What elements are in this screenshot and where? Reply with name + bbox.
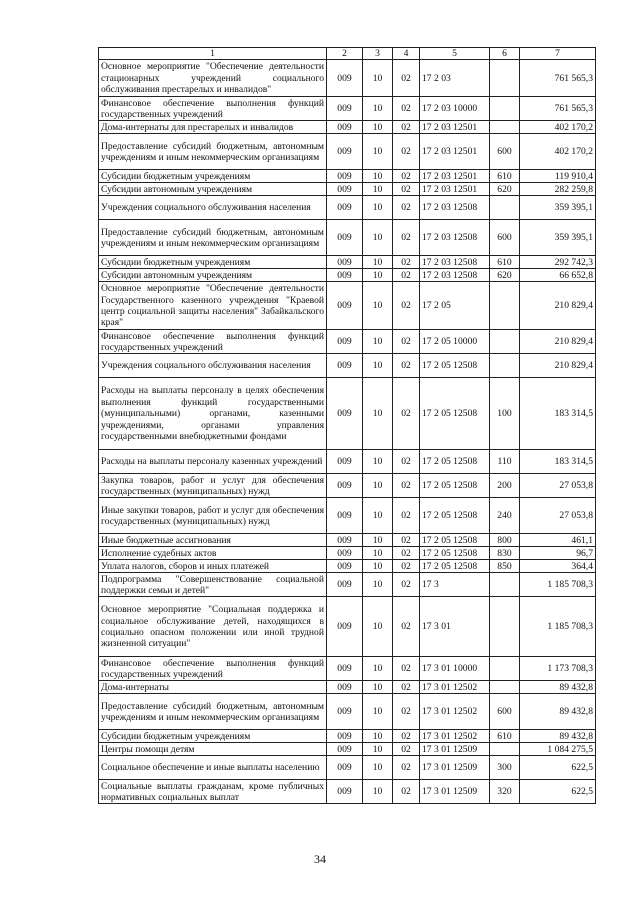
row-ved-cell: 009 (327, 183, 363, 196)
row-sum-cell: 66 652,8 (520, 269, 596, 282)
column-header: 2 (327, 48, 363, 60)
row-name-cell: Закупка товаров, работ и услуг для обеспечения государственных (муниципальных) нужд (99, 474, 327, 498)
row-csr-cell: 17 3 01 12509 (420, 743, 490, 756)
row-pr-cell: 02 (393, 573, 420, 597)
row-vr-cell: 110 (490, 450, 520, 474)
row-ved-cell: 009 (327, 597, 363, 657)
row-vr-cell: 610 (490, 730, 520, 743)
row-name-cell: Предоставление субсидий бюджетным, автономным учреждениям и иным некоммерческим организациям (99, 694, 327, 730)
row-name-cell: Финансовое обеспечение выполнения функций государственных учреждений (99, 97, 327, 121)
row-rz-cell: 10 (363, 474, 393, 498)
row-csr-cell: 17 2 03 12501 (420, 170, 490, 183)
row-sum-cell: 1 173 708,3 (520, 657, 596, 681)
row-csr-cell: 17 3 01 12509 (420, 780, 490, 804)
table-row (99, 134, 596, 170)
row-pr-cell: 02 (393, 560, 420, 573)
row-pr-cell: 02 (393, 474, 420, 498)
row-pr-cell: 02 (393, 681, 420, 694)
row-name-cell: Субсидии бюджетным учреждениям (99, 730, 327, 743)
row-ved-cell: 009 (327, 694, 363, 730)
table-row (99, 694, 596, 730)
row-sum-cell: 761 565,3 (520, 60, 596, 97)
row-ved-cell: 009 (327, 97, 363, 121)
row-ved-cell: 009 (327, 756, 363, 780)
row-name-cell: Финансовое обеспечение выполнения функций государственных учреждений (99, 657, 327, 681)
row-name-cell: Предоставление субсидий бюджетным, автономным учреждениям и иным некоммерческим организациям (99, 220, 327, 256)
row-csr-cell: 17 2 05 12508 (420, 354, 490, 378)
row-name-cell: Предоставление субсидий бюджетным, автономным учреждениям и иным некоммерческим организациям (99, 134, 327, 170)
table-row (99, 220, 596, 256)
row-sum-cell: 359 395,1 (520, 196, 596, 220)
row-sum-cell: 622,5 (520, 756, 596, 780)
row-pr-cell: 02 (393, 694, 420, 730)
table-row (99, 573, 596, 597)
row-rz-cell: 10 (363, 547, 393, 560)
row-csr-cell: 17 3 01 12502 (420, 730, 490, 743)
table-row (99, 269, 596, 282)
row-rz-cell: 10 (363, 780, 393, 804)
table-row (99, 474, 596, 498)
row-csr-cell: 17 2 05 12508 (420, 547, 490, 560)
row-pr-cell: 02 (393, 220, 420, 256)
row-csr-cell: 17 2 03 (420, 60, 490, 97)
column-header: 4 (393, 48, 420, 60)
row-csr-cell: 17 2 03 12501 (420, 183, 490, 196)
row-pr-cell: 02 (393, 450, 420, 474)
row-sum-cell: 210 829,4 (520, 354, 596, 378)
table-row (99, 547, 596, 560)
row-pr-cell: 02 (393, 269, 420, 282)
row-csr-cell: 17 2 03 12508 (420, 196, 490, 220)
row-name-cell: Основное мероприятие "Социальная поддержка и социальное обслуживание детей, находящихся в социально опасном положении или иной трудной жизненной ситуации" (99, 597, 327, 657)
row-rz-cell: 10 (363, 450, 393, 474)
table-row (99, 730, 596, 743)
row-vr-cell: 610 (490, 256, 520, 269)
row-name-cell: Центры помощи детям (99, 743, 327, 756)
row-rz-cell: 10 (363, 743, 393, 756)
row-name-cell: Дома-интернаты (99, 681, 327, 694)
budget-table (98, 47, 596, 804)
row-ved-cell: 009 (327, 681, 363, 694)
row-rz-cell: 10 (363, 534, 393, 547)
row-pr-cell: 02 (393, 60, 420, 97)
row-vr-cell: 610 (490, 170, 520, 183)
row-name-cell: Социальные выплаты гражданам, кроме публичных нормативных социальных выплат (99, 780, 327, 804)
row-vr-cell (490, 330, 520, 354)
row-ved-cell: 009 (327, 780, 363, 804)
row-vr-cell: 830 (490, 547, 520, 560)
row-rz-cell: 10 (363, 269, 393, 282)
row-rz-cell: 10 (363, 573, 393, 597)
row-name-cell: Финансовое обеспечение выполнения функций государственных учреждений (99, 330, 327, 354)
row-pr-cell: 02 (393, 780, 420, 804)
row-sum-cell: 89 432,8 (520, 694, 596, 730)
table-row (99, 170, 596, 183)
table-row (99, 97, 596, 121)
row-pr-cell: 02 (393, 354, 420, 378)
row-pr-cell: 02 (393, 534, 420, 547)
table-row (99, 121, 596, 134)
row-sum-cell: 210 829,4 (520, 282, 596, 330)
row-pr-cell: 02 (393, 183, 420, 196)
table-row (99, 756, 596, 780)
row-sum-cell: 622,5 (520, 780, 596, 804)
table-row (99, 378, 596, 450)
row-vr-cell: 200 (490, 474, 520, 498)
row-vr-cell (490, 743, 520, 756)
row-vr-cell: 620 (490, 183, 520, 196)
row-vr-cell (490, 681, 520, 694)
row-csr-cell: 17 3 01 10000 (420, 657, 490, 681)
row-csr-cell: 17 3 01 12502 (420, 681, 490, 694)
row-name-cell: Расходы на выплаты персоналу казенных учреждений (99, 450, 327, 474)
row-pr-cell: 02 (393, 743, 420, 756)
row-rz-cell: 10 (363, 256, 393, 269)
row-csr-cell: 17 2 05 12508 (420, 498, 490, 534)
row-ved-cell: 009 (327, 730, 363, 743)
row-csr-cell: 17 2 03 12508 (420, 220, 490, 256)
row-name-cell: Субсидии автономным учреждениям (99, 269, 327, 282)
row-vr-cell: 320 (490, 780, 520, 804)
row-sum-cell: 1 185 708,3 (520, 597, 596, 657)
row-csr-cell: 17 2 05 12508 (420, 534, 490, 547)
row-pr-cell: 02 (393, 378, 420, 450)
column-header: 3 (363, 48, 393, 60)
row-name-cell: Расходы на выплаты персоналу в целях обеспечения выполнения функций государственными (муниципальными) органами, казенными учреждениями, органами управления государственными внебюджетными фондами (99, 378, 327, 450)
row-name-cell: Субсидии бюджетным учреждениям (99, 256, 327, 269)
table-row (99, 657, 596, 681)
row-rz-cell: 10 (363, 681, 393, 694)
row-pr-cell: 02 (393, 256, 420, 269)
row-vr-cell: 300 (490, 756, 520, 780)
row-vr-cell: 620 (490, 269, 520, 282)
row-ved-cell: 009 (327, 573, 363, 597)
row-csr-cell: 17 2 03 10000 (420, 97, 490, 121)
row-csr-cell: 17 3 01 12509 (420, 756, 490, 780)
row-vr-cell (490, 597, 520, 657)
row-name-cell: Учреждения социального обслуживания населения (99, 196, 327, 220)
row-rz-cell: 10 (363, 730, 393, 743)
row-vr-cell (490, 354, 520, 378)
table-row (99, 354, 596, 378)
row-vr-cell: 600 (490, 134, 520, 170)
row-sum-cell: 359 395,1 (520, 220, 596, 256)
row-sum-cell: 1 084 275,5 (520, 743, 596, 756)
row-vr-cell (490, 573, 520, 597)
row-vr-cell (490, 97, 520, 121)
row-ved-cell: 009 (327, 196, 363, 220)
row-name-cell: Субсидии бюджетным учреждениям (99, 170, 327, 183)
row-csr-cell: 17 2 05 (420, 282, 490, 330)
row-vr-cell: 800 (490, 534, 520, 547)
row-vr-cell (490, 657, 520, 681)
row-sum-cell: 210 829,4 (520, 330, 596, 354)
row-vr-cell: 600 (490, 694, 520, 730)
row-ved-cell: 009 (327, 378, 363, 450)
row-rz-cell: 10 (363, 282, 393, 330)
row-ved-cell: 009 (327, 170, 363, 183)
row-sum-cell: 402 170,2 (520, 134, 596, 170)
row-csr-cell: 17 2 03 12501 (420, 134, 490, 170)
row-ved-cell: 009 (327, 498, 363, 534)
row-vr-cell: 600 (490, 220, 520, 256)
table-row (99, 183, 596, 196)
row-vr-cell: 850 (490, 560, 520, 573)
row-sum-cell: 89 432,8 (520, 681, 596, 694)
row-rz-cell: 10 (363, 196, 393, 220)
row-ved-cell: 009 (327, 354, 363, 378)
row-rz-cell: 10 (363, 220, 393, 256)
column-header: 7 (520, 48, 596, 60)
table-row (99, 196, 596, 220)
table-row (99, 256, 596, 269)
row-name-cell: Уплата налогов, сборов и иных платежей (99, 560, 327, 573)
table-row (99, 534, 596, 547)
row-rz-cell: 10 (363, 183, 393, 196)
row-csr-cell: 17 2 03 12508 (420, 269, 490, 282)
table-row (99, 560, 596, 573)
row-ved-cell: 009 (327, 134, 363, 170)
row-name-cell: Иные бюджетные ассигнования (99, 534, 327, 547)
table-header-row (99, 48, 596, 60)
row-name-cell: Социальное обеспечение и иные выплаты населению (99, 756, 327, 780)
row-sum-cell: 27 053,8 (520, 498, 596, 534)
row-pr-cell: 02 (393, 597, 420, 657)
row-rz-cell: 10 (363, 560, 393, 573)
row-pr-cell: 02 (393, 657, 420, 681)
row-ved-cell: 009 (327, 657, 363, 681)
row-name-cell: Основное мероприятие "Обеспечение деятельности Государственного казенного учреждения "Краевой центр социальной защиты населения" Забайкальского края" (99, 282, 327, 330)
row-rz-cell: 10 (363, 97, 393, 121)
row-ved-cell: 009 (327, 743, 363, 756)
row-sum-cell: 282 259,8 (520, 183, 596, 196)
table-row (99, 282, 596, 330)
row-sum-cell: 402 170,2 (520, 121, 596, 134)
table-row (99, 780, 596, 804)
row-sum-cell: 183 314,5 (520, 450, 596, 474)
row-pr-cell: 02 (393, 170, 420, 183)
row-rz-cell: 10 (363, 378, 393, 450)
row-sum-cell: 27 053,8 (520, 474, 596, 498)
row-name-cell: Субсидии автономным учреждениям (99, 183, 327, 196)
row-ved-cell: 009 (327, 560, 363, 573)
row-vr-cell: 100 (490, 378, 520, 450)
row-ved-cell: 009 (327, 282, 363, 330)
column-header: 1 (99, 48, 327, 60)
row-name-cell: Иные закупки товаров, работ и услуг для обеспечения государственных (муниципальных) нужд (99, 498, 327, 534)
row-ved-cell: 009 (327, 60, 363, 97)
row-csr-cell: 17 3 01 12502 (420, 694, 490, 730)
row-csr-cell: 17 2 05 12508 (420, 450, 490, 474)
row-pr-cell: 02 (393, 196, 420, 220)
row-rz-cell: 10 (363, 498, 393, 534)
row-pr-cell: 02 (393, 730, 420, 743)
row-sum-cell: 461,1 (520, 534, 596, 547)
row-csr-cell: 17 2 05 10000 (420, 330, 490, 354)
row-sum-cell: 96,7 (520, 547, 596, 560)
row-ved-cell: 009 (327, 220, 363, 256)
row-name-cell: Учреждения социального обслуживания населения (99, 354, 327, 378)
row-vr-cell (490, 121, 520, 134)
row-vr-cell (490, 282, 520, 330)
row-rz-cell: 10 (363, 597, 393, 657)
row-csr-cell: 17 2 05 12508 (420, 560, 490, 573)
row-vr-cell: 240 (490, 498, 520, 534)
row-name-cell: Подпрограмма "Совершенствование социальной поддержки семьи и детей" (99, 573, 327, 597)
row-pr-cell: 02 (393, 134, 420, 170)
table-body (99, 60, 596, 804)
row-csr-cell: 17 2 03 12508 (420, 256, 490, 269)
row-rz-cell: 10 (363, 121, 393, 134)
row-sum-cell: 761 565,3 (520, 97, 596, 121)
row-name-cell: Дома-интернаты для престарелых и инвалидов (99, 121, 327, 134)
row-pr-cell: 02 (393, 330, 420, 354)
row-name-cell: Основное мероприятие "Обеспечение деятельности стационарных учреждений социального обслуживания престарелых и инвалидов" (99, 60, 327, 97)
row-rz-cell: 10 (363, 134, 393, 170)
row-ved-cell: 009 (327, 269, 363, 282)
row-ved-cell: 009 (327, 330, 363, 354)
table-row (99, 498, 596, 534)
table-row (99, 60, 596, 97)
row-rz-cell: 10 (363, 756, 393, 780)
page-number: 34 (314, 852, 326, 866)
row-csr-cell: 17 3 (420, 573, 490, 597)
row-pr-cell: 02 (393, 547, 420, 560)
row-rz-cell: 10 (363, 657, 393, 681)
row-pr-cell: 02 (393, 97, 420, 121)
row-csr-cell: 17 2 05 12508 (420, 378, 490, 450)
table-row (99, 450, 596, 474)
row-sum-cell: 1 185 708,3 (520, 573, 596, 597)
row-rz-cell: 10 (363, 330, 393, 354)
row-rz-cell: 10 (363, 60, 393, 97)
row-sum-cell: 292 742,3 (520, 256, 596, 269)
table-row (99, 597, 596, 657)
column-header: 5 (420, 48, 490, 60)
row-vr-cell (490, 60, 520, 97)
row-sum-cell: 119 910,4 (520, 170, 596, 183)
row-csr-cell: 17 3 01 (420, 597, 490, 657)
row-ved-cell: 009 (327, 534, 363, 547)
row-ved-cell: 009 (327, 450, 363, 474)
row-sum-cell: 183 314,5 (520, 378, 596, 450)
row-ved-cell: 009 (327, 256, 363, 269)
row-pr-cell: 02 (393, 121, 420, 134)
row-ved-cell: 009 (327, 121, 363, 134)
row-rz-cell: 10 (363, 354, 393, 378)
row-pr-cell: 02 (393, 282, 420, 330)
row-rz-cell: 10 (363, 694, 393, 730)
row-pr-cell: 02 (393, 498, 420, 534)
row-pr-cell: 02 (393, 756, 420, 780)
row-sum-cell: 89 432,8 (520, 730, 596, 743)
table-row (99, 743, 596, 756)
row-sum-cell: 364,4 (520, 560, 596, 573)
table-row (99, 330, 596, 354)
row-ved-cell: 009 (327, 474, 363, 498)
table-row (99, 681, 596, 694)
column-header: 6 (490, 48, 520, 60)
row-vr-cell (490, 196, 520, 220)
row-csr-cell: 17 2 05 12508 (420, 474, 490, 498)
row-name-cell: Исполнение судебных актов (99, 547, 327, 560)
row-ved-cell: 009 (327, 547, 363, 560)
row-csr-cell: 17 2 03 12501 (420, 121, 490, 134)
row-rz-cell: 10 (363, 170, 393, 183)
